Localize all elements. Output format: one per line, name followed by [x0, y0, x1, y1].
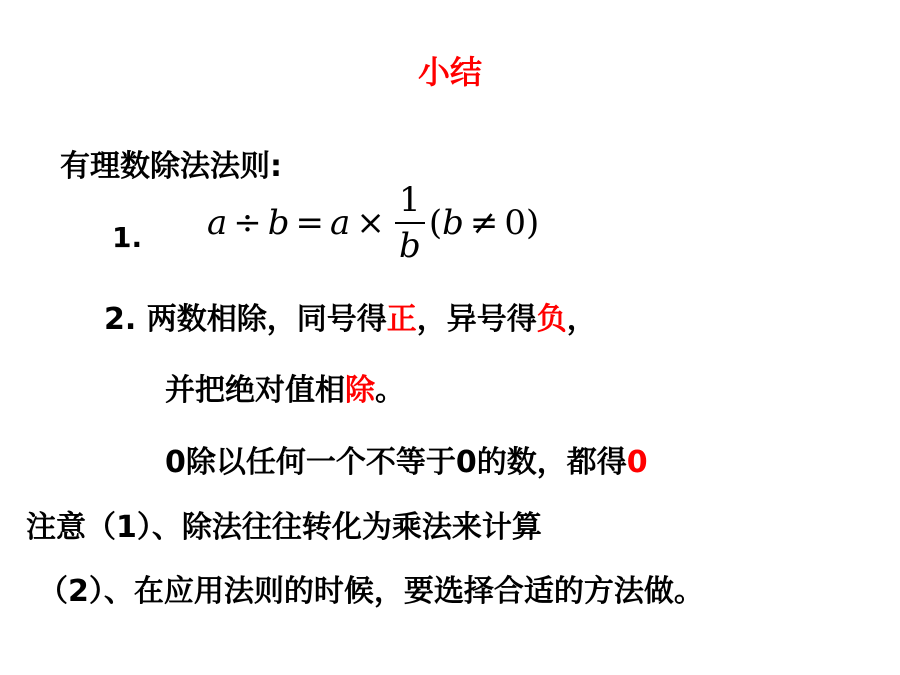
condition-open-paren: ( [428, 203, 443, 243]
division-formula [207, 168, 539, 278]
fraction-numerator: 1 [399, 180, 421, 220]
formula-a: a [207, 203, 228, 243]
rule2-text-part2: ，异号得 [416, 302, 537, 337]
zero-rule-result: 0 [626, 445, 648, 480]
page-title: 小结 [417, 53, 482, 91]
rule2-line2-part2: 。 [375, 373, 405, 408]
zero-rule-text: 0除以任何一个不等于0的数，都得 [165, 445, 627, 480]
rule2-negative-word: 负 [536, 302, 567, 337]
rule2-divide-word: 除 [345, 373, 375, 408]
rule2-line1 [104, 300, 597, 340]
equals-sign: = [295, 203, 325, 243]
condition-close-paren: ) [526, 203, 540, 243]
formula-a-second: a [330, 203, 351, 243]
rule-heading: 有理数除法法则: [60, 149, 282, 184]
not-equal-sign: ≠ [469, 203, 499, 243]
zero-rule [165, 443, 648, 483]
note-1: 注意（1）、除法往往转化为乘法来计算 [26, 510, 542, 545]
rule2-line2 [165, 371, 405, 411]
fraction-denominator: b [398, 226, 421, 266]
reciprocal-fraction [395, 178, 425, 268]
rule2-text-part1: 2. 两数相除，同号得 [104, 302, 387, 337]
rule1-number: 1. [112, 221, 143, 254]
condition-variable: b [442, 203, 464, 243]
divide-sign: ÷ [233, 203, 262, 243]
times-sign: × [356, 203, 385, 243]
rule2-positive-word: 正 [386, 302, 417, 337]
formula-b: b [267, 203, 290, 243]
condition-zero: 0 [504, 203, 526, 243]
note-2: （2）、在应用法则的时候，要选择合适的方法做。 [38, 574, 704, 609]
rule2-text-part3: ， [566, 302, 597, 337]
rule2-line2-part1: 并把绝对值相 [165, 373, 345, 408]
formula-expression [207, 168, 539, 278]
